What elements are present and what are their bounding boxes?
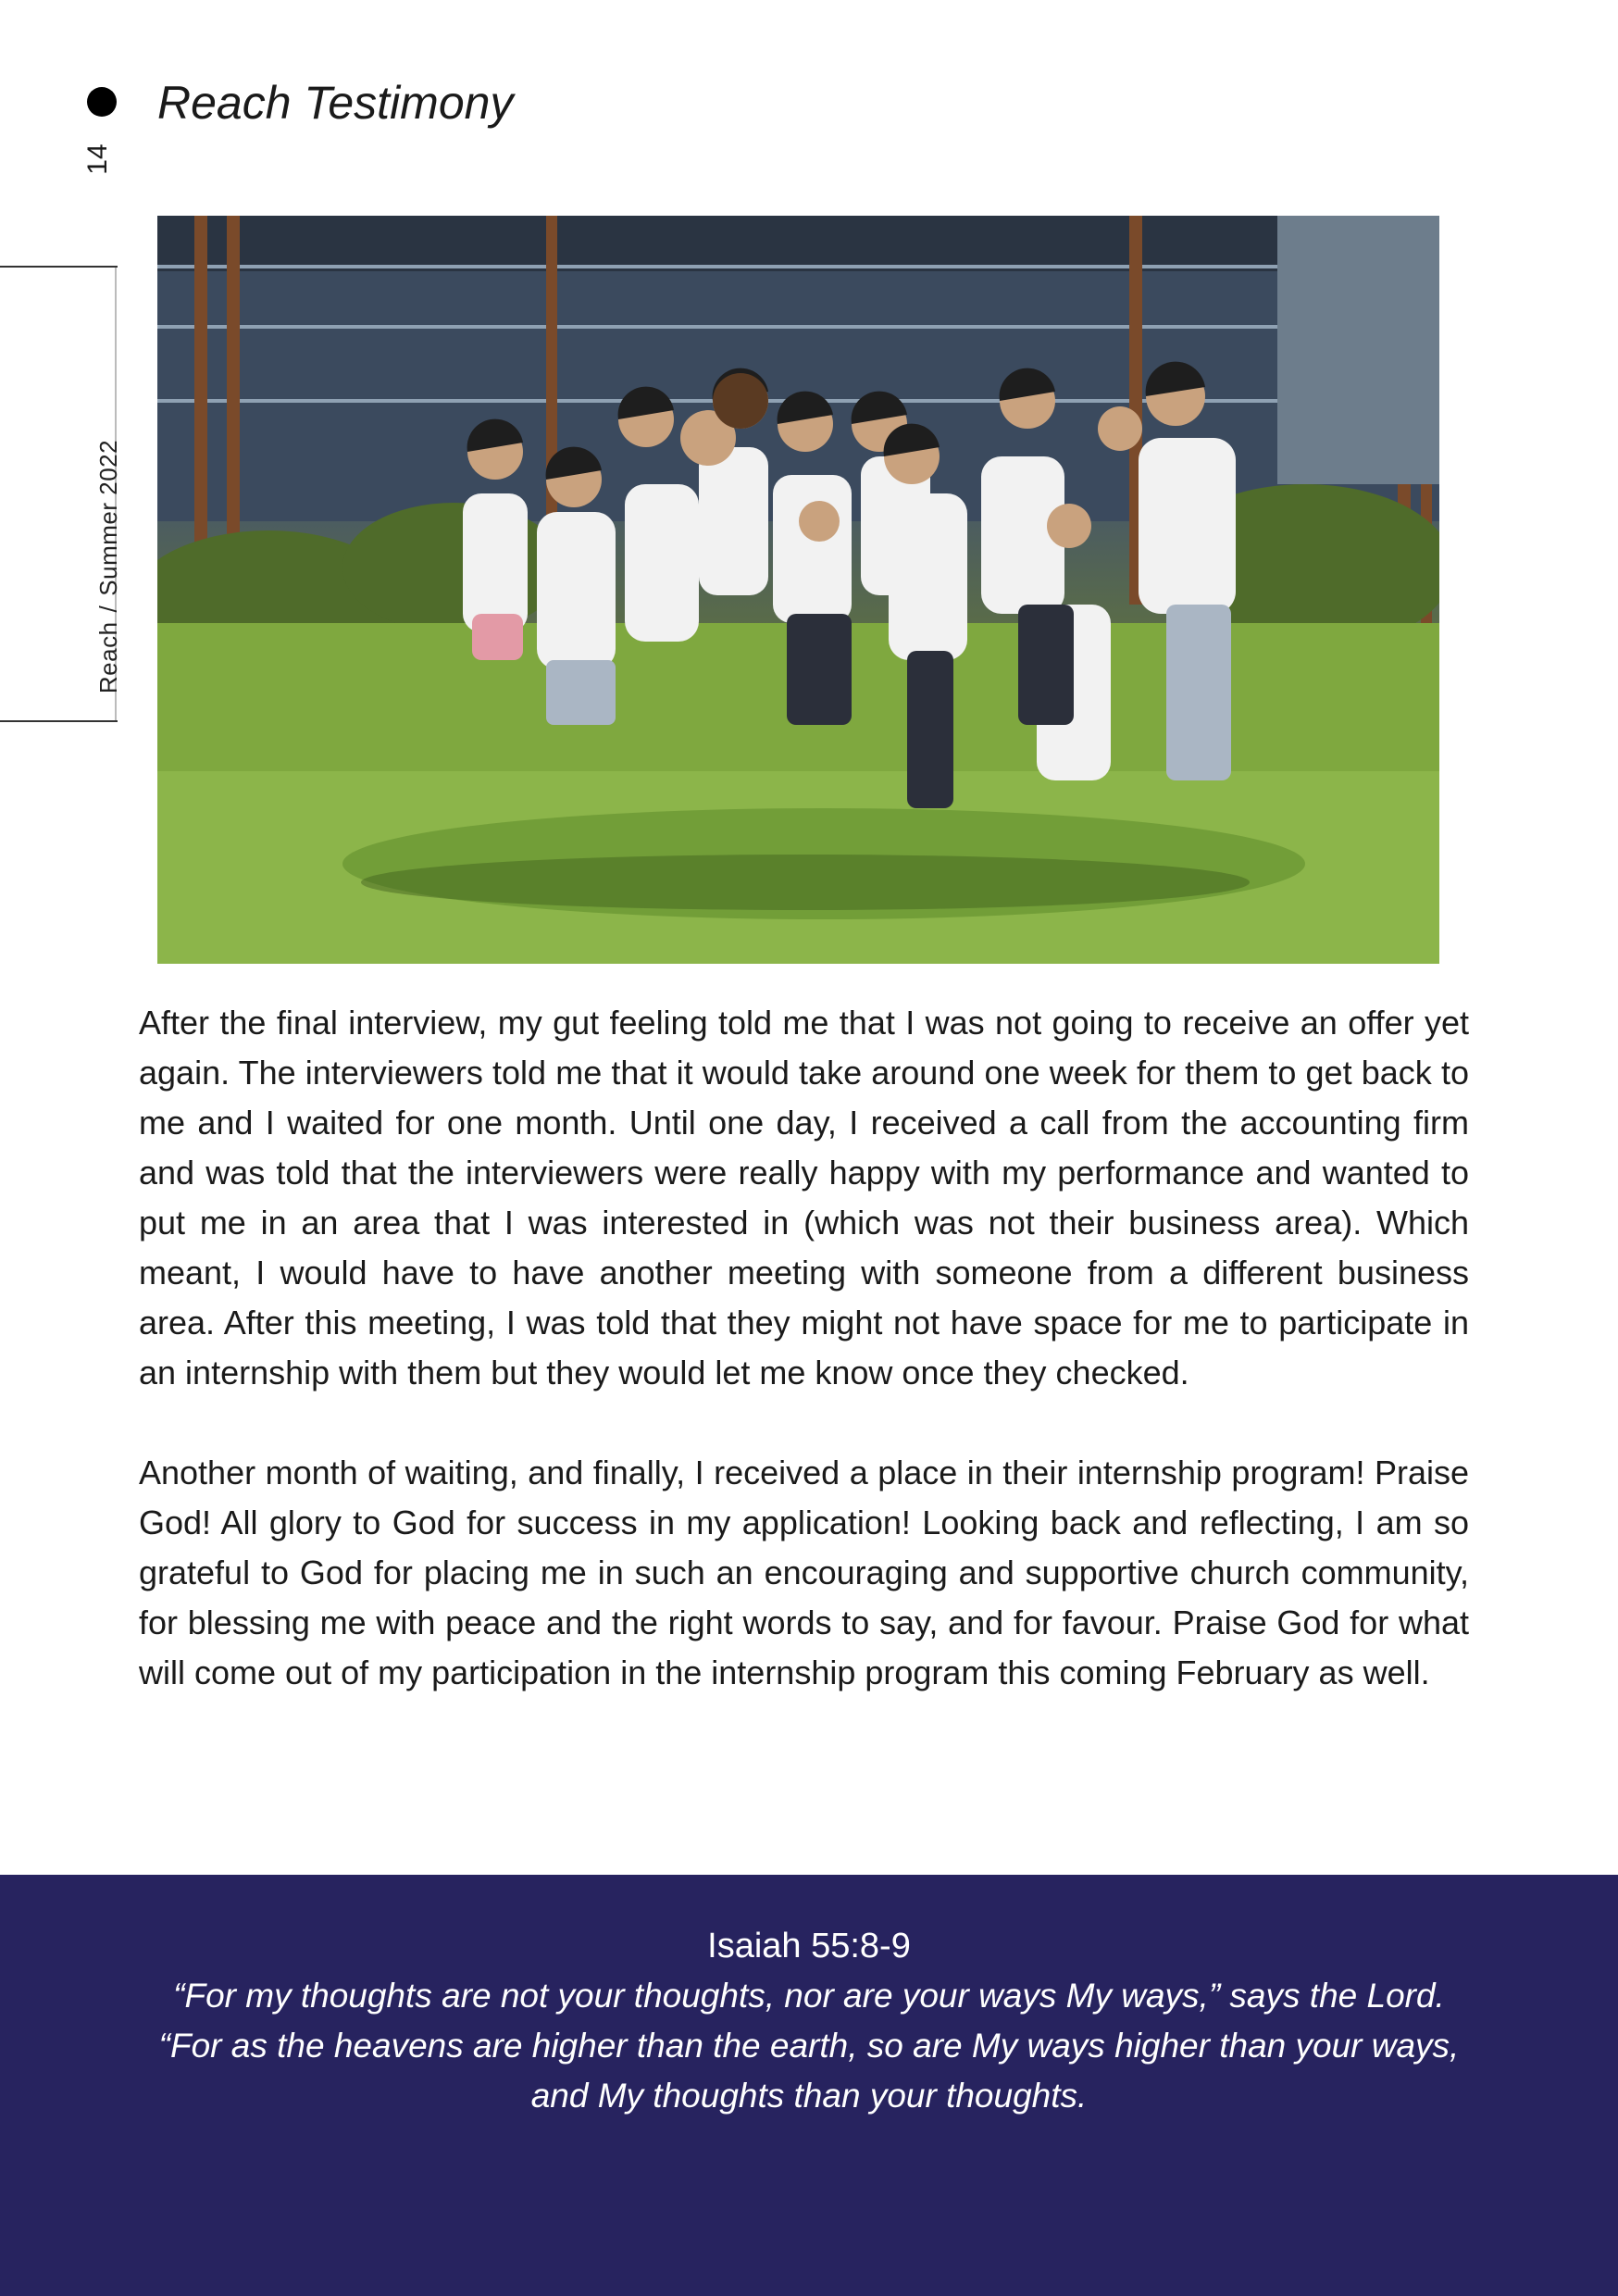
group-photo: [157, 216, 1439, 964]
running-head: [90, 344, 127, 789]
verse-callout: [0, 1875, 1618, 2296]
section-title: Reach Testimony: [157, 77, 514, 129]
body-paragraph-1: After the final interview, my gut feeling told me that I was not going to receive an offer yet again. The interviewers told me that it would take around one week for them to get back to me and I waited for one month. Until one day, I received a call from the accounting firm and was told that the interviewers were really happy with my performance and wanted to put me in an area that I was interested in (which was not their business area). Which meant, I would have to have another meeting with someone from a different business area. After this meeting, I was told that they might not have space for me to participate in an internship with them but they would let me know once they checked.: [139, 1004, 1469, 1391]
running-head-issue: Summer 2022: [93, 439, 122, 596]
divider-top: [0, 266, 118, 268]
verse-line-2: “For as the heavens are higher than the earth, so are My ways higher than your ways,: [158, 2027, 1460, 2065]
running-head-publication: Reach: [93, 621, 122, 694]
section-bullet-icon: [87, 87, 117, 117]
verse-line-1: “For my thoughts are not your thoughts, nor are your ways My ways,” says the Lord.: [173, 1977, 1445, 2015]
group-photo-image: [157, 216, 1439, 964]
verse-line-3: and My thoughts than your thoughts.: [530, 2077, 1088, 2115]
body-paragraph-2: Another month of waiting, and finally, I received a place in their internship program! Praise God! All glory to God for success in my application! Looking back and reflecting, I am so grateful to God for placing me in such an encouraging and supportive church community, for blessing me with peace and the right words to say, and for favour. Praise God for what will come out of my participation in the internship program this coming February as well.: [139, 1454, 1469, 1691]
running-head-separator: /: [93, 605, 122, 613]
verse-reference: Isaiah 55:8-9: [707, 1927, 911, 1965]
article-body: [139, 998, 1469, 1748]
page-number: 14: [82, 144, 113, 175]
